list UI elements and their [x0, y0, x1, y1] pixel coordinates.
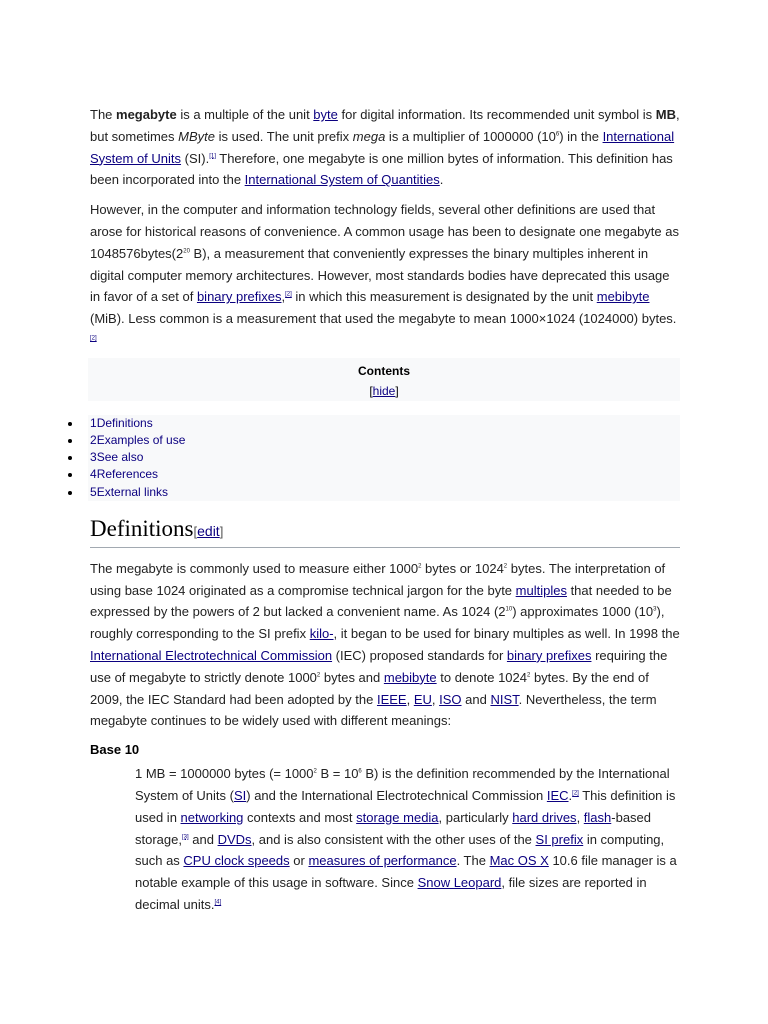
link-hard-drives[interactable]: hard drives: [512, 809, 577, 825]
text: requiring the use of megabyte to strictly denote 1000: [90, 647, 668, 685]
superscript: 6: [358, 768, 362, 775]
superscript: 2: [503, 563, 508, 570]
text: ,: [576, 809, 584, 825]
text: (MiB). Less common is a measurement that used the megabyte to mean 1000×1024 (1024000) bytes.: [90, 311, 677, 327]
text: and: [188, 831, 218, 847]
text: (SI).: [181, 150, 210, 166]
link-binary-prefixes[interactable]: binary prefixes: [506, 647, 592, 663]
bold-term: megabyte: [116, 107, 177, 122]
text: . Nevertheless, the term megabyte continues to be widely used with different meanings:: [90, 691, 657, 729]
text: B), a measurement that conveniently expresses the binary multiples inherent in digital computer memory architectures. However, most standards bodies have deprecated this usage in favor of a set of: [90, 245, 670, 305]
italic-term: MByte: [178, 128, 215, 144]
reference-link[interactable]: [1]: [209, 153, 216, 160]
link-iec[interactable]: International Electrotechnical Commission: [90, 647, 333, 663]
toc-label: Examples of use: [96, 432, 186, 447]
text: This definition is used in: [135, 787, 676, 825]
text: bytes or 1024: [421, 560, 504, 576]
text: , particularly: [438, 809, 513, 825]
text: ) in the: [559, 128, 603, 144]
section-heading-definitions: [90, 515, 680, 548]
text: , and is also consistent with the other uses of the: [251, 831, 536, 847]
link-cpu-clock-speeds[interactable]: CPU clock speeds: [183, 853, 290, 869]
text: , but sometimes: [90, 107, 680, 144]
text: Therefore, one megabyte is one million bytes of information. This definition has been incorporated into the: [90, 150, 673, 188]
link-si[interactable]: International System of Units: [90, 128, 675, 166]
text: bytes. By the end of 2009, the IEC Standard had been adopted by the: [90, 669, 649, 707]
toc-item-see-also: [88, 449, 680, 466]
text: that needed to be expressed by the powers of 2 but lacked a convenient name. As 1024 (2: [90, 582, 672, 620]
intro-paragraph-1: [90, 104, 680, 191]
text: The megabyte is commonly used to measure either 1000: [90, 560, 419, 576]
text: 1 MB = 1000000 bytes (= 1000: [135, 766, 314, 782]
toc-list: [88, 415, 680, 501]
link-flash[interactable]: flash: [583, 809, 612, 825]
toc-toggle: [88, 383, 680, 399]
link-mac-os-x[interactable]: Mac OS X: [489, 853, 549, 869]
link-storage-media[interactable]: storage media: [356, 809, 439, 825]
toc-link[interactable]: [90, 416, 153, 430]
superscript: 2: [418, 563, 422, 570]
text: The: [90, 107, 117, 122]
edit-section: [194, 524, 224, 539]
definitions-paragraph: [90, 558, 680, 732]
toc-number: 1: [90, 415, 97, 430]
toc-link[interactable]: [90, 467, 158, 481]
text: is used. The unit prefix: [215, 128, 353, 144]
text: , it began to be used for binary multiples as well. In 1998 the: [333, 626, 680, 642]
superscript: 2: [313, 768, 317, 775]
link-isq[interactable]: International System of Quantities: [244, 172, 440, 188]
reference-link[interactable]: [2]: [572, 790, 579, 797]
bracket: ]: [219, 523, 224, 539]
toc-item-external-links: [88, 484, 680, 501]
link-dvds[interactable]: DVDs: [217, 831, 252, 847]
text: ,: [281, 289, 286, 305]
superscript: 20: [183, 248, 190, 255]
text: bytes and: [320, 669, 384, 685]
bracket: [: [193, 523, 198, 539]
toc-number: 5: [90, 484, 97, 499]
bracket: ]: [395, 383, 399, 398]
toc-title: Contents: [358, 363, 410, 378]
toc-hide-link[interactable]: hide: [372, 383, 396, 398]
text: in computing, such as: [135, 831, 665, 869]
article-body: [90, 104, 680, 916]
link-ieee[interactable]: IEEE: [376, 691, 407, 707]
text: for digital information. Its recommended unit symbol is: [337, 107, 656, 122]
toc-link[interactable]: [90, 433, 185, 447]
superscript: 6: [555, 131, 560, 138]
text: contexts and most: [243, 809, 357, 825]
toc-number: 4: [90, 467, 97, 482]
toc-number: 3: [90, 450, 97, 465]
link-nist[interactable]: NIST: [490, 691, 519, 707]
heading-text: Definitions: [90, 515, 194, 541]
link-si-prefix[interactable]: SI prefix: [535, 831, 584, 847]
link-si[interactable]: SI: [233, 787, 247, 803]
text: to denote 1024: [436, 669, 527, 685]
text: and: [461, 691, 491, 707]
link-eu[interactable]: EU: [413, 691, 432, 707]
link-mebibyte[interactable]: mebibyte: [383, 669, 437, 685]
toc-label: References: [96, 467, 159, 482]
link-kilo[interactable]: kilo-: [309, 626, 334, 642]
text: ), roughly corresponding to the SI prefix: [90, 604, 665, 642]
text: B) is the definition recommended by the International System of Units (: [135, 766, 670, 803]
link-iso[interactable]: ISO: [439, 691, 462, 707]
superscript: 3: [653, 607, 657, 614]
text: is a multiple of the unit: [176, 107, 314, 122]
reference-link[interactable]: [2]: [90, 335, 97, 342]
toc-header: [88, 358, 680, 401]
base-10-heading: Base 10: [90, 742, 140, 758]
toc-link[interactable]: [90, 485, 168, 499]
reference-link[interactable]: [4]: [214, 899, 222, 906]
reference-link[interactable]: [2]: [285, 292, 292, 299]
bracket: [: [369, 383, 373, 398]
link-iec[interactable]: IEC: [546, 787, 569, 803]
text: , file sizes are reported in decimal units.: [135, 875, 647, 912]
text: . The: [456, 853, 490, 869]
toc-item-references: [88, 466, 680, 483]
toc-item-examples: [88, 432, 680, 449]
text: ,: [406, 691, 414, 707]
italic-term: mega: [352, 128, 386, 144]
link-networking[interactable]: networking: [180, 809, 244, 825]
toc-link[interactable]: [90, 450, 143, 464]
text: (IEC) proposed standards for: [332, 647, 507, 663]
superscript: 10: [505, 607, 513, 614]
text: -based storage,: [135, 809, 652, 847]
text: 10.6 file manager is a notable example of this usage in software. Since: [135, 853, 677, 891]
text: bytes. The interpretation of using base 1024 originated as a compromise technical jargon for the byte: [90, 560, 666, 598]
edit-link[interactable]: edit: [197, 522, 220, 539]
text: However, in the computer and information technology fields, several other definitions are used that arose for historical reasons of convenience. A common usage has been to designate one megabyte as 1048576bytes(2: [90, 202, 679, 261]
toc-item-definitions: [88, 415, 680, 432]
toc-number: 2: [90, 432, 97, 447]
text: .: [439, 172, 444, 188]
text: ) and the International Electrotechnical Commission: [246, 787, 547, 803]
intro-paragraph-2: [90, 199, 680, 352]
base-10-paragraph: [135, 763, 680, 916]
link-measures-of-performance[interactable]: measures of performance: [308, 853, 457, 869]
superscript: 2: [526, 672, 531, 679]
text: ) approximates 1000 (10: [512, 604, 654, 620]
text: ,: [431, 691, 440, 707]
link-multiples[interactable]: multiples: [515, 582, 567, 598]
link-snow-leopard[interactable]: Snow Leopard: [417, 875, 502, 891]
link-mebibyte[interactable]: mebibyte: [596, 289, 650, 305]
link-binary-prefixes[interactable]: binary prefixes: [196, 289, 282, 305]
text: .: [568, 787, 573, 803]
text: in which this measurement is designated by the unit: [291, 289, 597, 305]
text: B = 10: [316, 766, 359, 782]
reference-link[interactable]: [3]: [181, 834, 189, 841]
superscript: 2: [316, 672, 321, 679]
link-byte[interactable]: byte: [313, 107, 338, 122]
text: or: [289, 853, 309, 869]
toc-label: See also: [96, 450, 144, 465]
toc-label: Definitions: [96, 415, 153, 430]
toc-label: External links: [96, 484, 169, 499]
bold-term: MB: [655, 107, 677, 122]
text: is a multiplier of 1000000 (10: [385, 128, 556, 144]
